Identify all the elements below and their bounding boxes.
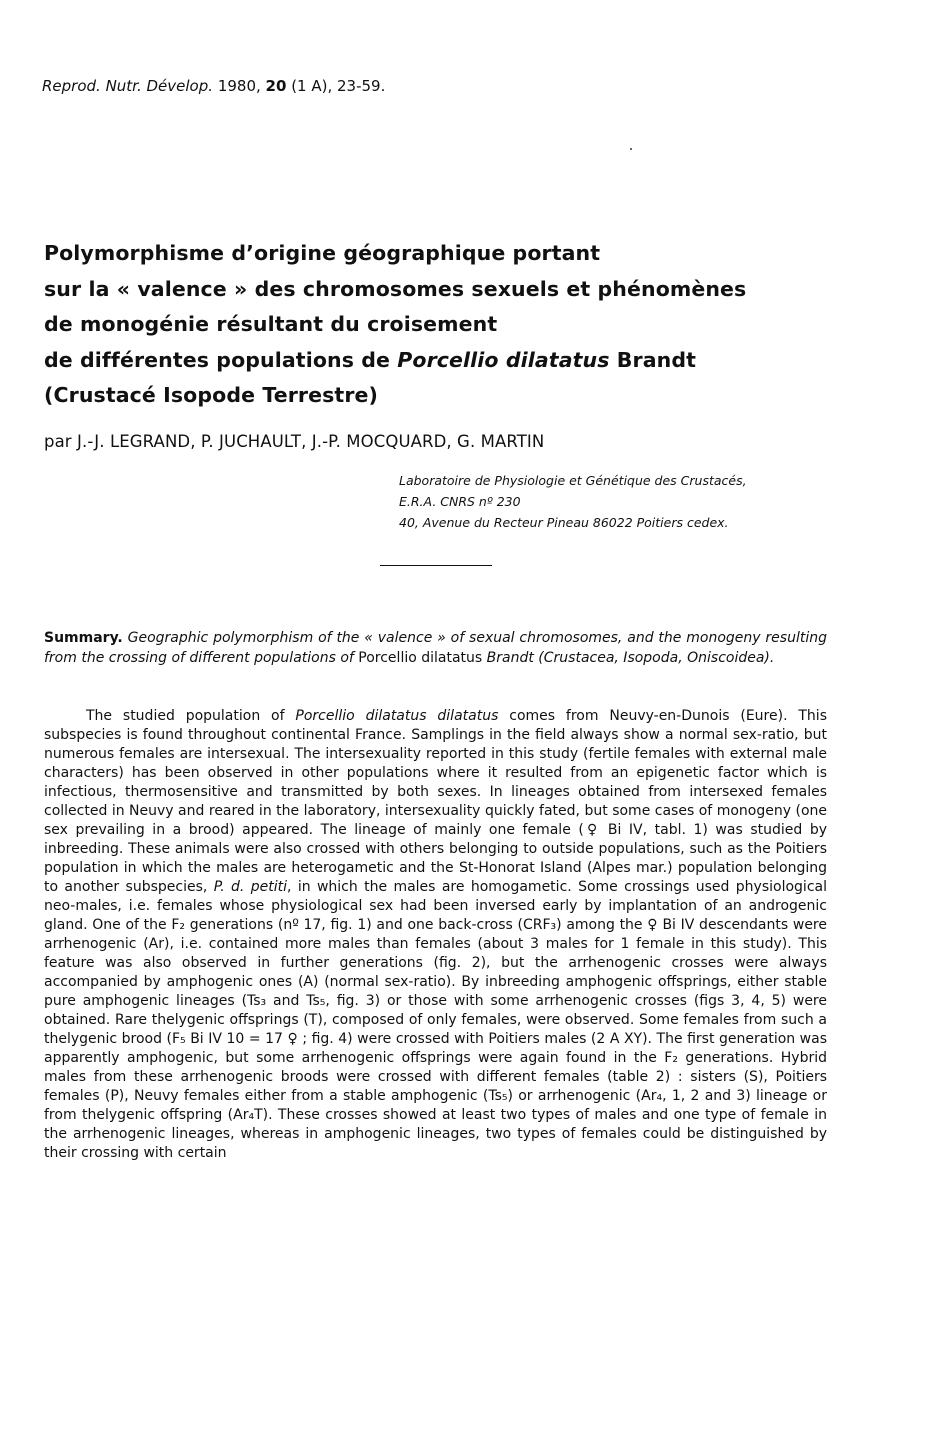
summary: [44, 628, 827, 668]
speck: [630, 148, 632, 150]
title-line-4-prefix: de différentes populations de: [44, 347, 398, 372]
body-text: [44, 707, 827, 1163]
title-species: Porcellio dilatatus: [397, 347, 610, 372]
authors: par J.-J. LEGRAND, P. JUCHAULT, J.-P. MOCQUARD, G. MARTIN: [44, 432, 545, 451]
affiliation-line-1: Laboratoire de Physiologie et Génétique des Crustacés,: [399, 473, 747, 488]
title-line-4-suffix: Brandt: [609, 347, 697, 372]
paper-title: [44, 236, 844, 414]
body-paragraph: [44, 707, 827, 1163]
body-seg-5: , in which the males are homogametic. Some crossings used physiological neo-males, i.e. females whose physiological sex had been inversed early by implantation of an androgenic gland. One of the F₂ generations (nº 17, fig. 1) and one back-cross (CRF₃) among the ♀ Bi IV descendants were arrhenogenic (Ar), i.e. contained more males than females (about 3 males for 1 female in this study). This feature was also observed in further generations (fig. 2), but the arrhenogenic crosses were always accompanied by amphogenic ones (A) (normal sex-ratio). By inbreeding amphogenic offsprings, either stable pure amphogenic lineages (Ts₃ and Ts₅, fig. 3) or those with some arrhenogenic crosses (figs 3, 4, 5) were obtained. Rare thelygenic offsprings (T), composed of only females, were observed. Some females from such a thelygenic brood (F₅ Bi IV 10 = 17 ♀ ; fig. 4) were crossed with Poitiers males (2 A XY). The first generation was apparently amphogenic, but some arrhenogenic offsprings were again found in the F₂ generations. Hybrid males from these arrhenogenic broods were crossed with different females (table 2) : sisters (S), Poitiers females (P), Neuvy females either from a stable amphogenic (Ts₅) or arrhenogenic (Ar₄, 1, 2 and 3) lineage or from thelygenic offspring (Ar₄T). These crosses showed at least two types of males and one type of female in the arrhenogenic lineages, whereas in amphogenic lineages, two types of females could be distinguished by their crossing with certain: [44, 879, 827, 1161]
title-line-5: (Crustacé Isopode Terrestre): [44, 383, 379, 407]
body-species-1: Porcellio dilatatus dilatatus: [295, 708, 499, 724]
journal-volume: 20: [265, 77, 287, 95]
title-line-4: [44, 343, 844, 379]
affiliation-line-2: E.R.A. CNRS nº 230: [399, 494, 521, 509]
journal-year: 1980,: [217, 77, 261, 95]
title-line-1: Polymorphisme d’origine géographique portant: [44, 241, 601, 265]
summary-species: Porcellio dilatatus: [358, 650, 483, 666]
title-line-2: sur la « valence » des chromosomes sexuels et phénomènes: [44, 276, 747, 301]
body-species-2: P. d. petiti: [213, 879, 287, 895]
summary-text-a: Geographic polymorphism of the « valence » of sexual chromosomes, and the monogeny resulting from the crossing of different populations of: [44, 630, 827, 666]
summary-text-b: Brandt (Crustacea, Isopoda, Oniscoidea).: [482, 650, 775, 666]
title-line-3: de monogénie résultant du croisement: [44, 312, 498, 336]
summary-label: Summary.: [44, 630, 123, 646]
body-seg-3: comes from Neuvy-en-Dunois (Eure). This subspecies is found throughout continental France. Samplings in the field always show a normal sex-ratio, but numerous females are intersexual. The intersexuality reported in this study (fertile females with external male characters) has been observed in other populations where it resulted from an epigenetic factor which is infectious, thermosensitive and transmitted by both sexes. In lineages obtained from intersexed females collected in Neuvy and reared in the laboratory, intersexuality quickly fated, but some cases of monogeny (one sex prevailing in a brood) appeared. The lineage of mainly one female (♀ Bi IV, tabl. 1) was studied by inbreeding. These animals were also crossed with others belonging to outside populations, such as the Poitiers population in which the males are heterogametic and the St-Honorat Island (Alpes mar.) population belonging to another subspecies,: [44, 708, 827, 895]
body-seg-1: The studied population of: [86, 708, 296, 724]
journal-issue-pages: (1 A), 23-59.: [291, 77, 386, 95]
journal-name: Reprod. Nutr. Dévelop.: [42, 77, 214, 95]
separator-rule: [380, 565, 492, 566]
journal-citation: [42, 77, 385, 95]
affiliation: [399, 470, 747, 533]
affiliation-line-3: 40, Avenue du Recteur Pineau 86022 Poitiers cedex.: [399, 515, 729, 530]
